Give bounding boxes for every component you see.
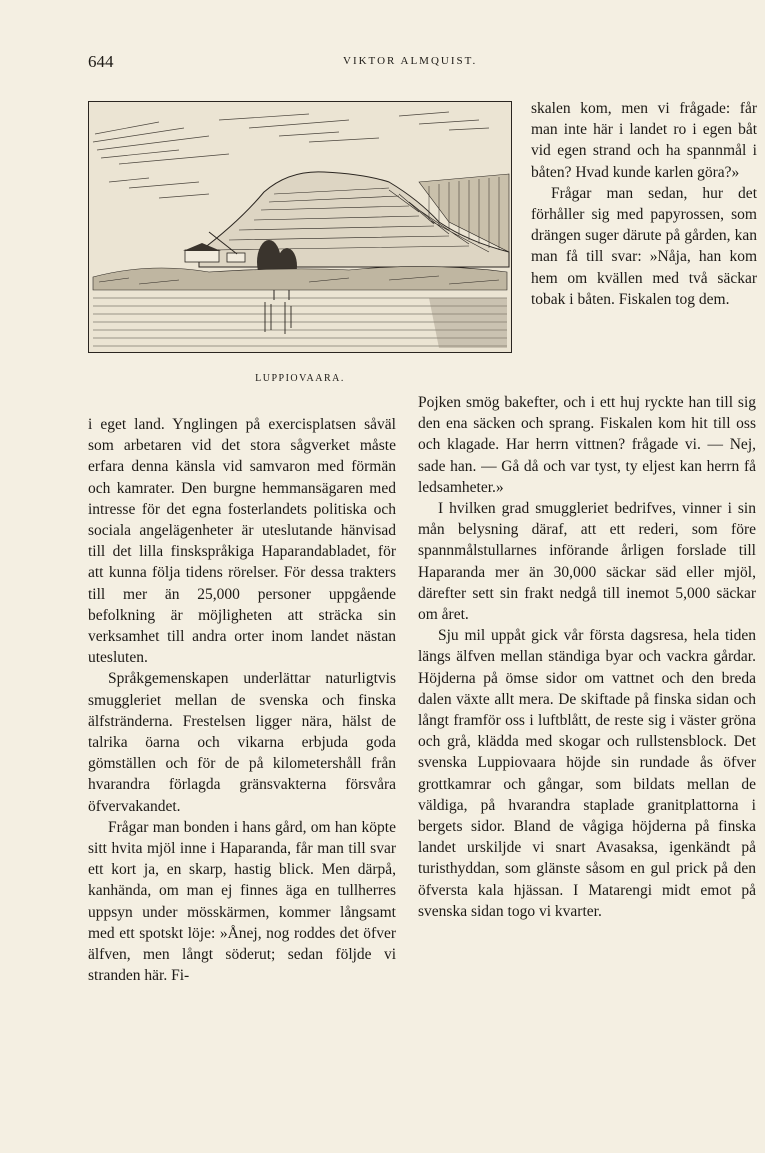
running-head: VIKTOR ALMQUIST. xyxy=(343,55,478,67)
paragraph: I hvilken grad smuggleriet bedrifves, vinner i sin mån belysning däraf, att ett rederi, som före spannmålstullarnes införande årligen forslade till Haparanda mer än 30,000 säckar säd eller mjöl, därefter sett sin frakt nedgå till inemot 5,000 säckar om året. xyxy=(418,500,756,624)
paragraph: Frågar man bonden i hans gård, om han köpte sitt hvita mjöl inne i Haparanda, får man till svar ett kort ja, en skarp, hastig blick. Men därpå, kanhända, om man ej finnes äga en tullherres uppsyn under mösskärmen, kommer långsamt med ett spotskt löje: »Ånej, nog roddes det öfver älfven, men långt söderut; sedan följde vi stranden här. Fi- xyxy=(88,818,396,985)
right-column-top xyxy=(531,98,757,310)
paragraph: Språkgemenskapen underlättar naturligtvis smuggleriet mellan de svenska och finska älfstränderna. Frestelsen ligger nära, hälst de talrika öarna och vikarna erbjuda goda gömställen och för de på kilometershåll från hvarandra förlagda gränsvakterna försvåra öfvervakandet. xyxy=(88,670,396,815)
left-column xyxy=(88,414,396,986)
figure-caption: LUPPIOVAARA. xyxy=(255,373,345,384)
paragraph: Sju mil uppåt gick vår första dagsresa, hela tiden längs älfven mellan ständiga byar och vackra gårdar. Höjderna på ömse sidor om vattnet och den breda dalen växte allt mera. De skiftade på finska sidan och långt framför oss i luftblått, de reste sig i väster gröna och grå, klädda med skogar och rullstensblock. Det svenska Luppiovaara höjde sin rundade ås öfver grottkamrar och gångar, som bildats mellan de väldiga, på hvarandra staplade granitplattorna i bergets sidor. Bland de vågiga höjderna på finska landet urskiljde vi snart Avasaksa, igenkändt på turisthyddan, som glänste såsom en gul prick på den öfversta kala hjässan. I Matarengi midt emot på svenska sidan togo vi kvarter. xyxy=(418,627,756,920)
paragraph: Pojken smög bakefter, och i ett huj ryckte han till sig den ena säcken och sprang. Fiskalen kom hit till oss och klagade. Har herrn vittnen? frågade vi. — Nej, sade han. — Gå då och var tyst, ty eljest kan herrn få ledsamheter.» xyxy=(418,394,756,496)
paragraph: Frågar man sedan, hur det förhåller sig med papyrossen, som drängen suger därute på gården, kan man få till svar: »Nåja, han kom hem om kvällen med två säckar tobak i båten. Fiskalen tog dem. xyxy=(531,184,757,308)
page-number: 644 xyxy=(88,52,114,71)
right-column-bottom xyxy=(418,392,756,922)
page-header xyxy=(88,52,678,76)
paragraph: i eget land. Ynglingen på exercisplatsen såväl som arbetaren vid det stora sågverket måste erfara denna känsla vid samvaron med förmän och kamrater. Den burgne hemmansägaren med intresse för det egna fosterlandets politiska och sociala angelägenheter är uteslutande hänvisad till det lilla finskspråkiga Haparandabladet, för att kunna följa tidens rörelser. För dessa trakters till mer än 25,000 personer uppgående befolkning är möjligheten att sträcka sin verksamhet till andra orter inom landet nästan utesluten. xyxy=(88,416,396,667)
paragraph: skalen kom, men vi frågade: får man inte här i landet ro i egen båt vid egen strand och ha spannmål i båten? Hvad kunde karlen göra?» xyxy=(531,100,757,181)
landscape-illustration xyxy=(88,101,512,353)
